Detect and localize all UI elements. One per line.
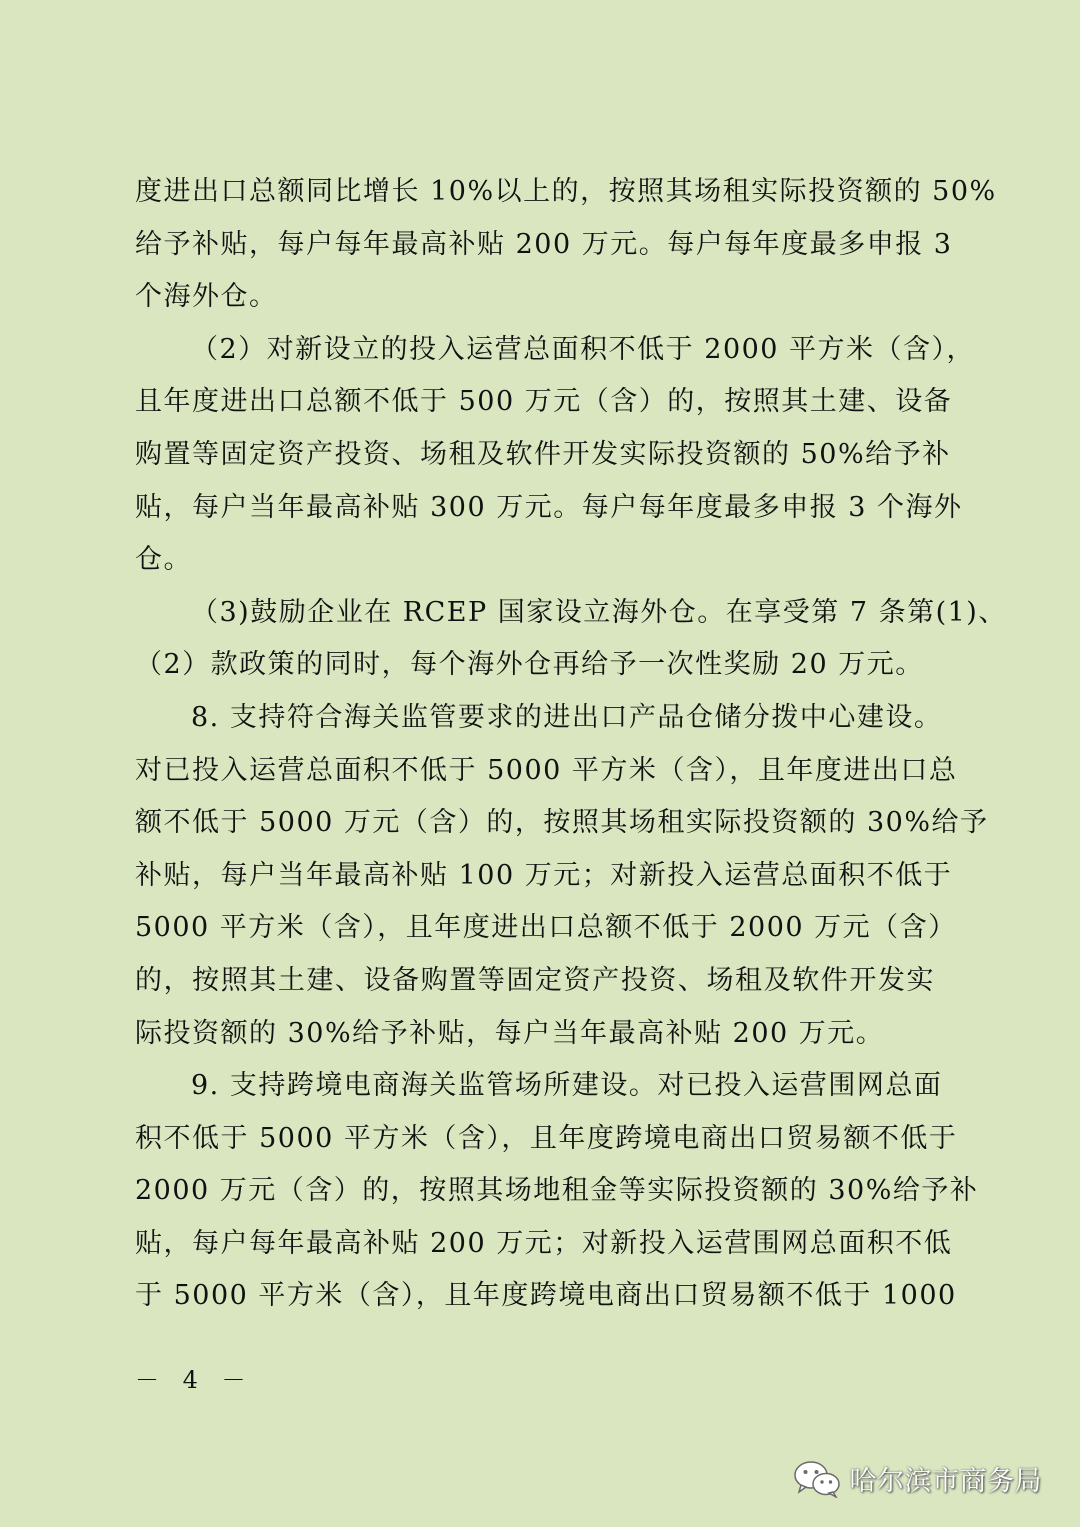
- text-line: 个海外仓。: [135, 281, 278, 313]
- text-line: 5000 平方米（含），且年度进出口总额不低于 2000 万元（含）: [135, 912, 957, 944]
- text-line: 给予补贴，每户每年最高补贴 200 万元。每户每年度最多申报 3: [135, 228, 953, 260]
- text-line: （2）款政策的同时，每个海外仓再给予一次性奖励 20 万元。: [135, 649, 924, 681]
- watermark: [792, 1458, 1043, 1498]
- text-line: 际投资额的 30%给予补贴，每户当年最高补贴 200 万元。: [135, 1017, 885, 1049]
- wechat-icon: [792, 1458, 842, 1498]
- page-number: － 4 －: [135, 1366, 254, 1394]
- document-body: [135, 166, 1007, 1323]
- text-line: （3)鼓励企业在 RCEP 国家设立海外仓。在享受第 7 条第(1)、: [191, 596, 1007, 628]
- text-line: 对已投入运营总面积不低于 5000 平方米（含），且年度进出口总: [135, 754, 958, 786]
- text-line: 购置等固定资产投资、场租及软件开发实际投资额的 50%给予补: [135, 438, 951, 470]
- text-line: 积不低于 5000 平方米（含），且年度跨境电商出口贸易额不低于: [135, 1122, 958, 1154]
- text-line: 贴，每户每年最高补贴 200 万元；对新投入运营围网总面积不低: [135, 1227, 953, 1259]
- text-line: 于 5000 平方米（含），且年度跨境电商出口贸易额不低于 1000: [135, 1280, 957, 1312]
- text-line: 仓。: [135, 544, 192, 576]
- text-line: 的，按照其土建、设备购置等固定资产投资、场租及软件开发实: [135, 964, 935, 996]
- text-line: 贴，每户当年最高补贴 300 万元。每户每年度最多申报 3 个海外: [135, 491, 963, 523]
- text-line: 补贴，每户当年最高补贴 100 万元；对新投入运营总面积不低于: [135, 859, 953, 891]
- text-line: （2）对新设立的投入运营总面积不低于 2000 平方米（含），: [191, 333, 976, 365]
- text-line: 9. 支持跨境电商海关监管场所建设。对已投入运营围网总面: [191, 1070, 943, 1102]
- text-line: 额不低于 5000 万元（含）的，按照其场租实际投资额的 30%给予: [135, 807, 989, 839]
- text-line: 且年度进出口总额不低于 500 万元（含）的，按照其土建、设备: [135, 386, 953, 418]
- text-line: 2000 万元（含）的，按照其场地租金等实际投资额的 30%给予补: [135, 1175, 979, 1207]
- text-line: 度进出口总额同比增长 10%以上的，按照其场租实际投资额的 50%: [135, 176, 997, 207]
- text-line: 8. 支持符合海关监管要求的进出口产品仓储分拨中心建设。: [191, 701, 943, 733]
- watermark-text: 哈尔滨市商务局: [849, 1465, 1042, 1497]
